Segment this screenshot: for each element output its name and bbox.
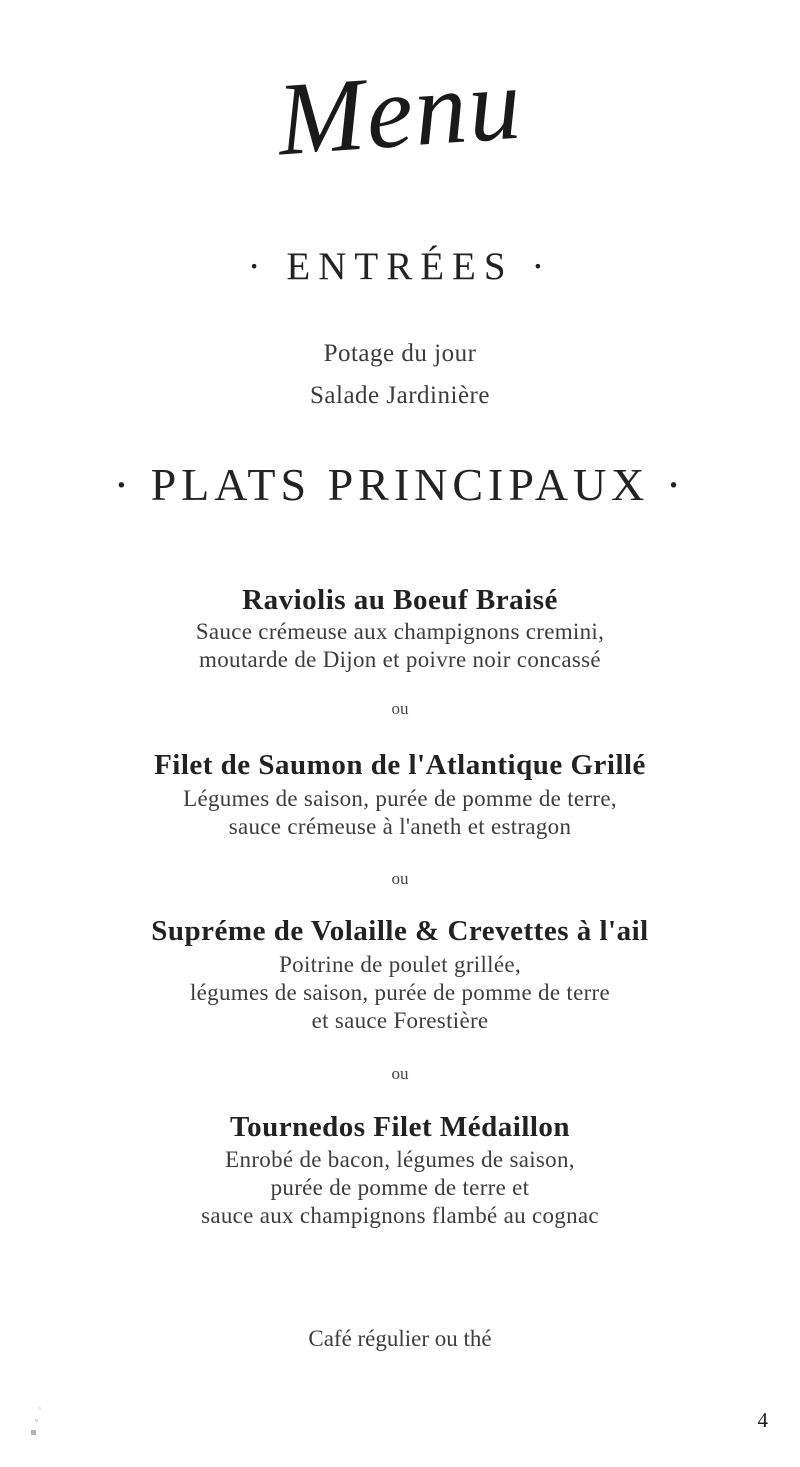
scan-speck [31, 1430, 36, 1435]
dish-name-tournedos: Tournedos Filet Médaillon [229, 1111, 571, 1143]
dish-description-line: légumes de saison, purée de pomme de terre [189, 980, 611, 1005]
section-heading-plats: · PLATS PRINCIPAUX · [113, 459, 687, 510]
page-number: 4 [757, 1408, 768, 1432]
dish-description-line: Poitrine de poulet grillée, [279, 952, 521, 977]
dish-description-line: Enrobé de bacon, légumes de saison, [225, 1147, 575, 1172]
dish-name-saumon: Filet de Saumon de l'Atlantique Grillé [154, 749, 646, 781]
course-separator: ou [391, 1064, 409, 1083]
course-separator: ou [391, 699, 409, 718]
dish-description-line: sauce crémeuse à l'aneth et estragon [228, 814, 572, 839]
section-heading-entrees: · ENTRÉES · [247, 245, 553, 288]
dish-description-line: purée de pomme de terre et [270, 1175, 530, 1200]
menu-script-title: Menu [273, 45, 527, 178]
dish-description-line: Sauce crémeuse aux champignons cremini, [195, 619, 605, 644]
beverage-note: Café régulier ou thé [308, 1326, 492, 1351]
dish-description-line: moutarde de Dijon et poivre noir concassé [199, 647, 601, 672]
dish-name-raviolis: Raviolis au Boeuf Braisé [242, 584, 558, 616]
course-separator: ou [391, 869, 409, 888]
entree-item-salade: Salade Jardinière [310, 382, 490, 409]
dish-description-line: sauce aux champignons flambé au cognac [201, 1203, 599, 1228]
dish-description-line: et sauce Forestière [311, 1008, 489, 1033]
scan-speck [38, 1407, 41, 1410]
dish-description-line: Légumes de saison, purée de pomme de terre, [183, 786, 617, 811]
scan-speck [35, 1419, 38, 1422]
entree-item-potage: Potage du jour [323, 340, 477, 367]
dish-name-volaille: Supréme de Volaille & Crevettes à l'ail [151, 915, 649, 947]
